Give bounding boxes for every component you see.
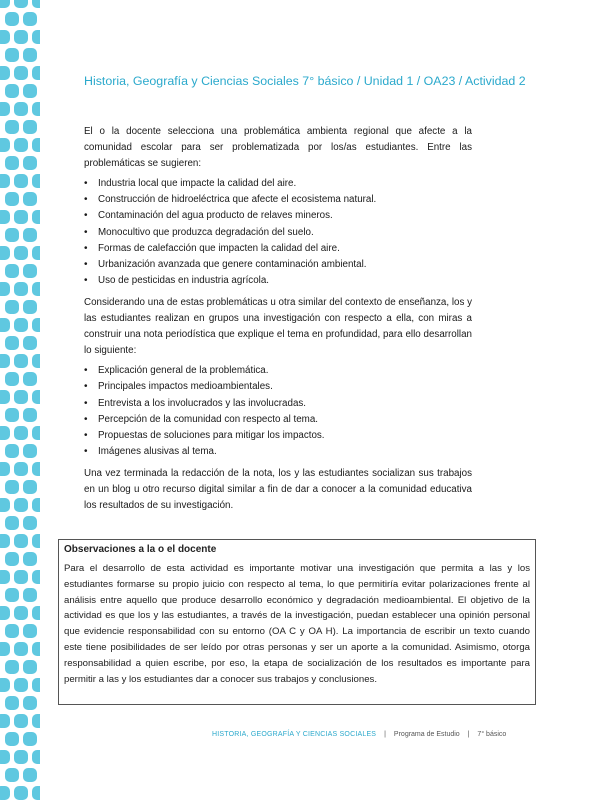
stripe-tile bbox=[14, 498, 28, 512]
stripe-tile bbox=[14, 750, 28, 764]
stripe-tile bbox=[14, 246, 28, 260]
stripe-tile bbox=[32, 606, 40, 620]
stripe-tile bbox=[23, 444, 37, 458]
footer-separator: | bbox=[384, 731, 386, 738]
list-item: • Industria local que impacte la calidad del aire. bbox=[84, 176, 472, 192]
stripe-tile bbox=[0, 678, 10, 692]
stripe-tile bbox=[5, 336, 19, 350]
stripe-tile bbox=[23, 300, 37, 314]
stripe-tile bbox=[0, 282, 10, 296]
footer-program: Programa de Estudio bbox=[393, 731, 460, 738]
stripe-tile bbox=[0, 30, 10, 44]
list-item: • Percepción de la comunidad con respecto al tema. bbox=[84, 412, 472, 428]
observations-text: Para el desarrollo de esta actividad es importante motivar una investigación que permita a las y los estudiantes formarse su propio juicio con respecto al tema, lo que permitiría evitar polarizaciones frente al análisis entre aquello que produce desarrollo económico y degradación medioambiental. El objetivo de la actividad es que los y las estudiantes, a través de la investigación, puedan establecer una opinión personal que evidencie responsabilidad con su entorno (OA C y OA H). La importancia de escribir un texto cuando este tiene posibilidades de ser leído por otras personas y ser un aporte a la comunidad. Asimismo, otorga responsabilidad a quien escribe, por eso, la etapa de socialización de los resultados es importante para permitir a las y los estudiantes dar a conocer sus trabajos y conclusiones. bbox=[64, 563, 530, 685]
stripe-tile bbox=[5, 624, 19, 638]
list-item: • Entrevista a los involucrados y las involucradas. bbox=[84, 396, 472, 412]
list-item: • Formas de calefacción que impacten la calidad del aire. bbox=[84, 241, 472, 257]
stripe-tile bbox=[5, 444, 19, 458]
stripe-tile bbox=[0, 66, 10, 80]
stripe-tile bbox=[32, 66, 40, 80]
stripe-tile bbox=[32, 282, 40, 296]
footer-separator: | bbox=[467, 731, 470, 738]
stripe-tile bbox=[0, 462, 10, 476]
stripe-tile bbox=[23, 48, 37, 62]
page-footer bbox=[212, 731, 506, 738]
list-item: • Explicación general de la problemática. bbox=[84, 363, 472, 379]
stripe-tile bbox=[0, 750, 10, 764]
stripe-tile bbox=[23, 624, 37, 638]
stripe-tile bbox=[5, 12, 19, 26]
list-item: • Uso de pesticidas en industria agrícola. bbox=[84, 273, 472, 289]
stripe-tile bbox=[0, 786, 10, 800]
stripe-tile bbox=[5, 408, 19, 422]
stripe-tile bbox=[23, 372, 37, 386]
teacher-observations-box bbox=[58, 539, 536, 705]
stripe-tile bbox=[5, 660, 19, 674]
stripe-tile bbox=[32, 498, 40, 512]
stripe-tile bbox=[32, 534, 40, 548]
stripe-tile bbox=[23, 12, 37, 26]
stripe-tile bbox=[14, 570, 28, 584]
observations-title: Observaciones a la o el docente bbox=[64, 544, 217, 555]
stripe-tile bbox=[32, 138, 40, 152]
stripe-tile bbox=[14, 642, 28, 656]
stripe-tile bbox=[32, 426, 40, 440]
stripe-tile bbox=[0, 426, 10, 440]
stripe-tile bbox=[5, 480, 19, 494]
stripe-tile bbox=[23, 336, 37, 350]
stripe-tile bbox=[23, 480, 37, 494]
stripe-tile bbox=[32, 714, 40, 728]
stripe-tile bbox=[32, 642, 40, 656]
stripe-tile bbox=[5, 516, 19, 530]
stripe-tile bbox=[23, 408, 37, 422]
stripe-tile bbox=[32, 318, 40, 332]
stripe-tile bbox=[5, 192, 19, 206]
stripe-tile bbox=[14, 354, 28, 368]
stripe-tile bbox=[14, 390, 28, 404]
stripe-tile bbox=[5, 228, 19, 242]
activity-body bbox=[84, 124, 472, 514]
stripe-tile bbox=[5, 588, 19, 602]
stripe-tile bbox=[5, 48, 19, 62]
footer-level: 7° básico bbox=[477, 731, 507, 738]
stripe-tile bbox=[32, 246, 40, 260]
stripe-tile bbox=[14, 138, 28, 152]
stripe-tile bbox=[32, 678, 40, 692]
stripe-tile bbox=[0, 498, 10, 512]
stripe-tile bbox=[32, 354, 40, 368]
stripe-tile bbox=[5, 264, 19, 278]
stripe-tile bbox=[32, 390, 40, 404]
footer-subject: HISTORIA, GEOGRAFÍA Y CIENCIAS SOCIALES bbox=[212, 731, 377, 738]
problems-list bbox=[84, 176, 472, 289]
stripe-tile bbox=[14, 210, 28, 224]
list-item: • Construcción de hidroeléctrica que afecte el ecosistema natural. bbox=[84, 192, 472, 208]
stripe-tile bbox=[0, 138, 10, 152]
stripe-tile bbox=[23, 156, 37, 170]
list-item: • Monocultivo que produzca degradación del suelo. bbox=[84, 225, 472, 241]
stripe-tile bbox=[23, 588, 37, 602]
stripe-tile bbox=[23, 120, 37, 134]
stripe-tile bbox=[23, 516, 37, 530]
stripe-tile bbox=[32, 30, 40, 44]
stripe-tile bbox=[23, 84, 37, 98]
list-item: • Urbanización avanzada que genere contaminación ambiental. bbox=[84, 257, 472, 273]
stripe-tile bbox=[0, 642, 10, 656]
list-item: • Principales impactos medioambientales. bbox=[84, 379, 472, 395]
stripe-tile bbox=[32, 174, 40, 188]
stripe-tile bbox=[23, 696, 37, 710]
stripe-tile bbox=[0, 0, 10, 8]
stripe-tile bbox=[32, 0, 40, 8]
stripe-tile bbox=[14, 426, 28, 440]
instructions-paragraph: Considerando una de estas problemáticas u otra similar del contexto de enseñanza, los y las estudiantes realizan en grupos una investigación con respecto a ella, con miras a construir una nota periodística que explique el tema en profundidad, para ello desarrollan lo siguiente: bbox=[84, 296, 472, 357]
stripe-tile bbox=[0, 318, 10, 332]
stripe-tile bbox=[14, 606, 28, 620]
stripe-tile bbox=[14, 0, 28, 8]
stripe-tile bbox=[32, 102, 40, 116]
stripe-tile bbox=[14, 714, 28, 728]
stripe-tile bbox=[14, 678, 28, 692]
stripe-tile bbox=[0, 570, 10, 584]
stripe-tile bbox=[5, 156, 19, 170]
list-item: • Contaminación del agua producto de relaves mineros. bbox=[84, 208, 472, 224]
stripe-tile bbox=[14, 30, 28, 44]
stripe-tile bbox=[32, 462, 40, 476]
stripe-tile bbox=[5, 552, 19, 566]
stripe-tile bbox=[23, 552, 37, 566]
closing-paragraph: Una vez terminada la redacción de la nota, los y las estudiantes socializan sus trabajos en un blog u otro recurso digital similar a fin de dar a conocer a la comunidad educativa los resultados de su investigación. bbox=[84, 467, 472, 512]
stripe-tile bbox=[14, 534, 28, 548]
stripe-tile bbox=[14, 174, 28, 188]
stripe-tile bbox=[5, 84, 19, 98]
stripe-tile bbox=[23, 228, 37, 242]
list-item: • Imágenes alusivas al tema. bbox=[84, 444, 472, 460]
page-header-title: Historia, Geografía y Ciencias Sociales 7° básico / Unidad 1 / OA23 / Actividad 2 bbox=[84, 74, 526, 88]
stripe-tile bbox=[23, 732, 37, 746]
stripe-tile bbox=[5, 768, 19, 782]
intro-paragraph: El o la docente selecciona una problemática ambienta regional que afecte a la comunidad escolar para ser problematizada por los/as estudiantes. Entre las problemáticas se sugieren: bbox=[84, 126, 472, 170]
stripe-tile bbox=[0, 102, 10, 116]
stripe-tile bbox=[5, 372, 19, 386]
stripe-tile bbox=[0, 606, 10, 620]
stripe-tile bbox=[23, 660, 37, 674]
stripe-tile bbox=[14, 102, 28, 116]
stripe-tile bbox=[0, 246, 10, 260]
stripe-tile bbox=[14, 318, 28, 332]
stripe-tile bbox=[0, 354, 10, 368]
stripe-tile bbox=[0, 210, 10, 224]
stripe-tile bbox=[23, 768, 37, 782]
stripe-tile bbox=[0, 714, 10, 728]
stripe-tile bbox=[32, 750, 40, 764]
stripe-tile bbox=[14, 66, 28, 80]
stripe-tile bbox=[0, 174, 10, 188]
stripe-tile bbox=[5, 300, 19, 314]
stripe-tile bbox=[14, 786, 28, 800]
stripe-tile bbox=[23, 192, 37, 206]
stripe-tile bbox=[5, 696, 19, 710]
stripe-tile bbox=[5, 120, 19, 134]
stripe-tile bbox=[0, 534, 10, 548]
stripe-tile bbox=[5, 732, 19, 746]
stripe-tile bbox=[14, 282, 28, 296]
decorative-side-stripe bbox=[0, 0, 40, 800]
stripe-tile bbox=[32, 210, 40, 224]
stripe-tile bbox=[14, 462, 28, 476]
stripe-tile bbox=[23, 264, 37, 278]
stripe-tile bbox=[32, 786, 40, 800]
stripe-tile bbox=[32, 570, 40, 584]
tasks-list bbox=[84, 363, 472, 460]
stripe-tile bbox=[0, 390, 10, 404]
list-item: • Propuestas de soluciones para mitigar los impactos. bbox=[84, 428, 472, 444]
